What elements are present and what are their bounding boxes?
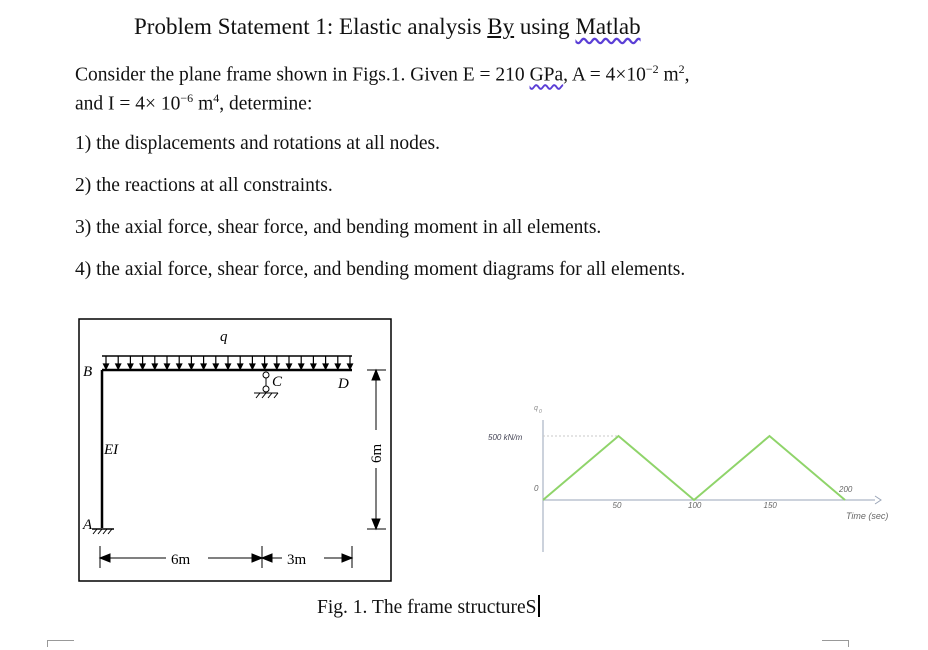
load-arrowhead bbox=[299, 364, 304, 369]
stiffness-label: EI bbox=[104, 442, 119, 458]
page-corner-left bbox=[47, 640, 74, 647]
gpa-unit: GPa bbox=[529, 64, 564, 86]
intro-line-2: and $I = 4\times 10^{-6}$ $m^4$, determine: bbox=[75, 91, 313, 115]
node-d-label: D bbox=[338, 376, 349, 392]
load-arrowhead bbox=[335, 364, 340, 369]
load-arrowhead bbox=[116, 364, 121, 369]
y-axis-label: q bbox=[534, 405, 538, 412]
x-axis-label: Time (sec) bbox=[846, 511, 889, 521]
title-text: Problem Statement 1: Elastic analysis bbox=[134, 14, 488, 39]
load-arrowhead bbox=[177, 364, 182, 369]
text-cursor bbox=[538, 595, 540, 617]
load-arrowhead bbox=[165, 364, 170, 369]
task-item-3: 3) the axial force, shear force, and bending moment in all elements. bbox=[75, 217, 602, 238]
task-item-4: 4) the axial force, shear force, and bending moment diagrams for all elements. bbox=[75, 259, 686, 280]
load-arrowhead bbox=[287, 364, 292, 369]
dim-6m-vertical: 6m bbox=[369, 443, 385, 463]
x-tick-label: 100 bbox=[688, 501, 702, 510]
load-arrowhead bbox=[274, 364, 279, 369]
problem-title bbox=[134, 14, 641, 40]
udl-arrows bbox=[104, 356, 353, 369]
intro-line-1: Consider the plane frame shown in Figs.1. Given E = 210 GPa, $A = 4\times 10^{-2}$ $m^2$, bbox=[75, 62, 690, 86]
load-arrowhead bbox=[311, 364, 316, 369]
load-time-graph bbox=[480, 400, 910, 560]
x-tick-label: 200 bbox=[839, 485, 853, 494]
origin-label: 0 bbox=[534, 484, 539, 493]
load-arrowhead bbox=[140, 364, 145, 369]
task-item-1: 1) the displacements and rotations at all nodes. bbox=[75, 133, 440, 154]
load-arrowhead bbox=[226, 364, 231, 369]
dim-6m-horizontal: 6m bbox=[171, 552, 191, 568]
load-arrowhead bbox=[348, 364, 353, 369]
load-label: q bbox=[220, 329, 228, 345]
title-mid: using bbox=[514, 14, 576, 39]
load-arrowhead bbox=[238, 364, 243, 369]
load-arrowhead bbox=[323, 364, 328, 369]
figure-caption: Fig. 1. The frame structureS bbox=[317, 595, 540, 619]
title-matlab: Matlab bbox=[575, 14, 641, 39]
fixed-support-a bbox=[92, 529, 114, 534]
x-tick-label: 150 bbox=[763, 501, 777, 510]
load-arrowhead bbox=[128, 364, 133, 369]
frame-diagram bbox=[78, 318, 392, 582]
x-tick-label: 50 bbox=[612, 501, 622, 510]
node-a-label: A bbox=[83, 517, 93, 533]
load-arrowhead bbox=[262, 364, 267, 369]
x-axis-arrow bbox=[875, 496, 881, 504]
figure-border bbox=[79, 319, 391, 581]
load-arrowhead bbox=[213, 364, 218, 369]
load-arrowhead bbox=[104, 364, 109, 369]
node-b-label: B bbox=[83, 364, 93, 380]
dim-horizontal bbox=[100, 546, 352, 568]
load-arrowhead bbox=[250, 364, 255, 369]
node-c-label: C bbox=[272, 374, 283, 390]
task-item-2: 2) the reactions at all constraints. bbox=[75, 175, 333, 196]
load-arrowhead bbox=[189, 364, 194, 369]
load-arrowhead bbox=[201, 364, 206, 369]
page-corner-right bbox=[822, 640, 849, 647]
level-label: 500 kN/m bbox=[488, 433, 523, 442]
load-series-line bbox=[543, 436, 845, 500]
y-axis-sub: 0 bbox=[539, 409, 542, 415]
dim-3m: 3m bbox=[287, 552, 307, 568]
load-arrowhead bbox=[152, 364, 157, 369]
title-by: By bbox=[487, 14, 515, 39]
